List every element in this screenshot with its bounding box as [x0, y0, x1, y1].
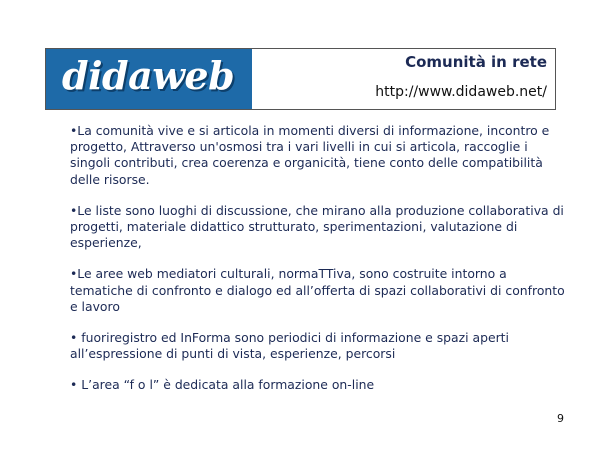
page-number: 9: [557, 412, 564, 425]
site-url: http://www.didaweb.net/: [375, 84, 547, 100]
logo-text: didaweb: [62, 53, 235, 98]
header-banner: [45, 48, 556, 110]
logo: [46, 49, 252, 109]
bullet-paragraph-periodicals: • fuoriregistro ed InForma sono periodici di informazione e spazi aperti all’espressione di punti di vista, esperienze, percorsi: [70, 330, 509, 362]
bullet-paragraph-lists: •Le liste sono luoghi di discussione, che mirano alla produzione collaborativa di progetti, materiale didattico strutturato, sperimentazioni, valutazione di esperienze,: [70, 202, 564, 251]
bullet-list: [70, 123, 570, 409]
bullet-paragraph-web-areas: •Le aree web mediatori culturali, normaTTiva, sono costruite intorno a tematiche di confronto e dialogo ed all’offerta di spazi collaborativi di confronto e lavoro: [70, 266, 565, 314]
bullet-paragraph-community: •La comunità vive e si articola in momenti diversi di informazione, incontro e progetto, Attraverso un'osmosi tra i vari livelli in cui si articola, raccoglie i singoli contributi, crea coerenza e organicità, tiene conto delle compatibilità delle risorse.: [70, 123, 550, 187]
page-title: Comunità in rete: [405, 53, 547, 71]
bullet-paragraph-fol: • L’area “f o l” è dedicata alla formazione on-line: [70, 377, 375, 393]
